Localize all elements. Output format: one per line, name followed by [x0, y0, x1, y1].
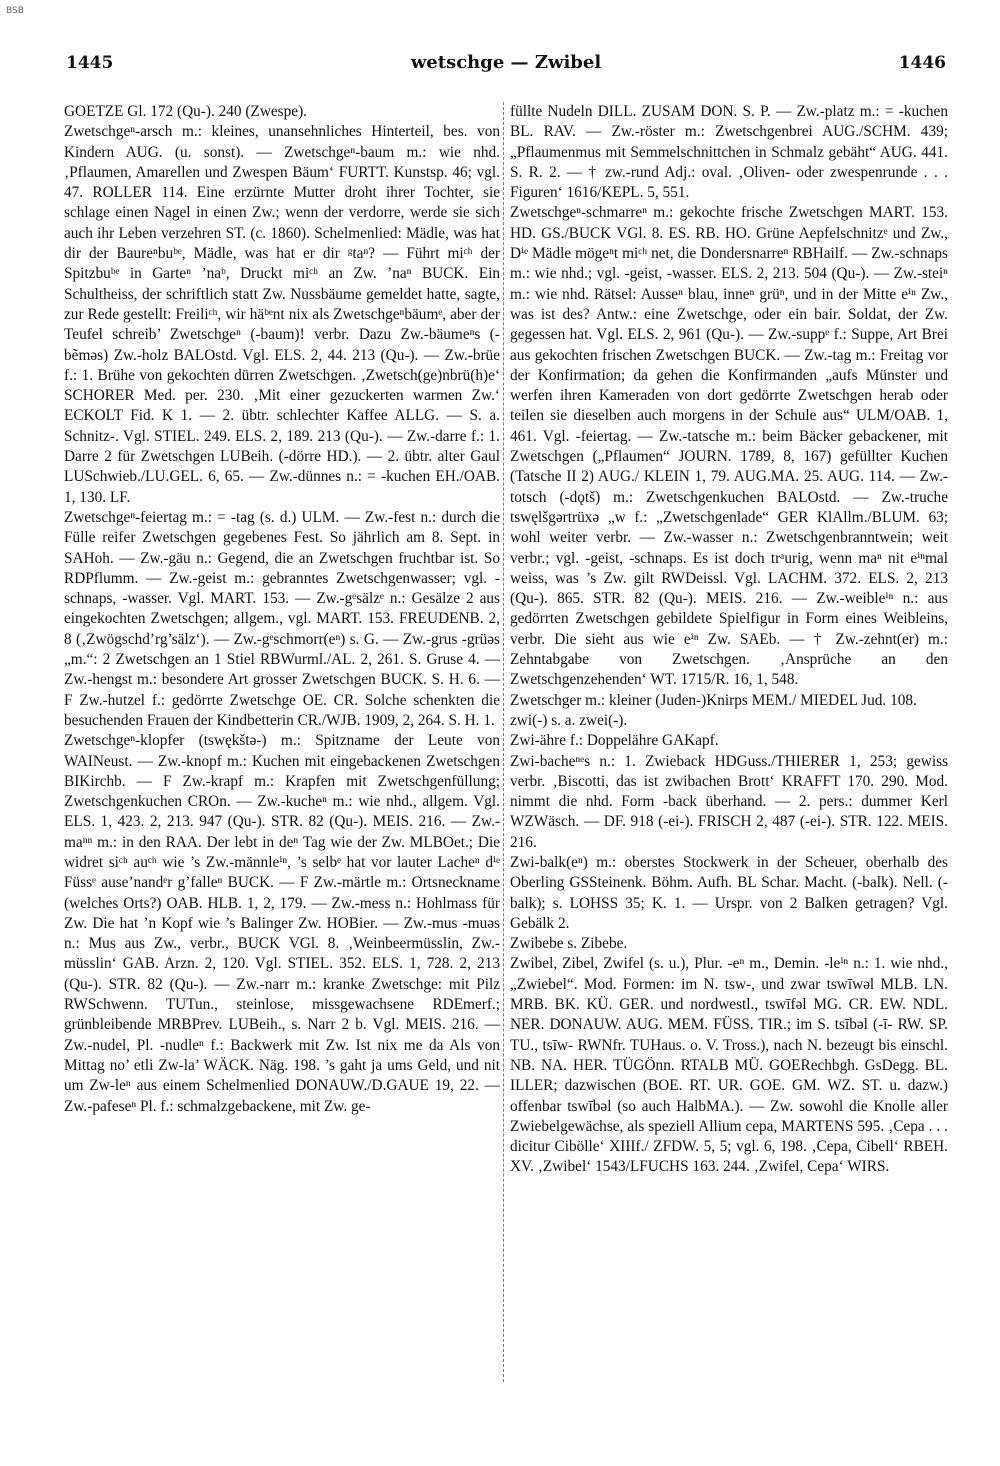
right-page-number: 1446 [898, 53, 946, 73]
left-page-number: 1445 [66, 53, 114, 73]
entry-paragraph: Zwetschgeⁿ-klopfer (tswękštə-) m.: Spitzname der Leute von WAINeust. — Zw.-knopf m.: Kuchen mit eingebackenen Zwetschgen BIKirchb. — F Zw.-krapf m.: Krapfen mit Zwetschgenfüllung; Zwetschgenkuchen CROn. — Zw.-kucheⁿ m.: wie nhd., allgem. Vgl. ELS. 1, 423. 2, 213. 947 (Qu-). STR. 82 (Qu-). MEIS. 216. — Zw.-maⁿⁿ m.: in den RAA. Der lebt in deⁿ Tag wie der Zw. MLBOet.; Die widret siᶜʰ auᶜʰ wie ’s Zw.-männleⁱⁿ, ’s selbᵉ hat vor lauter Lacheⁿ dⁱᵉ Füssᵉ ause’nandᵉr g’falleⁿ BUCK. — F Zw.-märtle m.: Ortsneckname (welches Orts?) OAB. HLB. 1, 2, 179. — Zw.-mess n.: Hohlmass für Zw. Die hat ’n Kopf wie ’s Balinger Zw. HOBier. — Zw.-mus -muəs n.: Mus aus Zw., verbr., BUCK VGl. 8. ‚Weinbeermüsslin, Zw.-müsslin‘ GAB. Arzn. 2, 120. Vgl. STIEL. 352. ELS. 1, 728. 2, 213 (Qu-). STR. 82 (Qu-). — Zw.-narr m.: kranke Zwetschge: mit Pilz RWSchwenn. TUTun., steinlose, missgewachsene RDEmerf.; grünbleibende MRBPrev. LUBeih., s. Narr 2 b. Vgl. MEIS. 216. — Zw.-nudel, Pl. -nudleⁿ f.: Backwerk mit Zw. Ist nix me da Als von Mittag no’ etli Zw-la’ WÄCK. Näg. 198. ’s gaht ja ums Geld, und nit um Zw-leⁿ aus einem Schelmenlied DONAUW./D.GAUE 19, 22. — Zw.-pafeseⁿ Pl. f.: schmalzgebackene, mit Zw. ge- [64, 732, 504, 1115]
entry-paragraph: Zwibebe s. Zibebe. [510, 935, 628, 953]
entry-paragraph: füllte Nudeln DILL. ZUSAM DON. S. P. — Zw.-platz m.: = -kuchen BL. RAV. — Zw.-röster m.: Zwetschgenbrei AUG./SCHM. 439; „Pflaumenmus mit Semmelschnittchen in Schmalz gebäht“ AUG. 441. S. R. 2. — † zw.-rund Adj.: oval. ‚Oliven- oder zwespenrunde . . . Figuren‘ 1616/KEPL. 5, 551. [510, 103, 952, 202]
entry-paragraph: Zwetschgeⁿ-schmarreⁿ m.: gekochte frische Zwetschgen MART. 153. HD. GS./BUCK VGl. 8. ES. RB. HO. Grüne Aepfelschnitzᵉ und Zw., Dⁱᵉ Mädle mögeⁿt miᶜʰ net, die Dondersnarreⁿ RBHailf. — Zw.-schnaps m.: wie nhd.; vgl. -geist, -wasser. ELS. 2, 213. 504 (Qu-). — Zw.-steiⁿ m.: wie nhd. Rätsel: Ausseⁿ blau, inneⁿ grüⁿ, und in der Mitte eⁱⁿ Zw., was ist des? Antw.: eine Zwetschge, oder ein bair. Soldat, der Zw. gegessen hat. Vgl. ELS. 2, 961 (Qu-). — Zw.-suppᵉ f.: Suppe, Art Brei aus gekochten frischen Zwetschgen BUCK. — Zw.-tag m.: Freitag vor der Konfirmation; da gehen die Konfirmanden „aufs Münster und werfen ihren Kameraden von dort gedörrte Zwetschgen herab oder teilen sie dieselben auch morgens in der Schule aus“ ULM/OAB. 1, 461. Vgl. -feiertag. — Zw.-tatsche m.: beim Bäcker gebackener, mit Zwetschgen („Pflaumen“ JOURN. 1789, 8, 167) gefüllter Kuchen (Tatsche II 2) AUG./ KLEIN 1, 79. AUG.MA. 25. AUG. 114. — Zw.-totsch (-dǫtš) m.: Zwetschgenkuchen BALOstd. — Zw.-truche tswęlšgərtrüxə „w f.: „Zwetschgenlade“ GER KlAllm./BLUM. 63; wohl weiter verbr. — Zw.-wasser n.: Zwetschgenbranntwein; weit verbr.; vgl. -geist, -schnaps. Es ist doch trᵃurig, wenn maⁿ nit eⁱⁿmal weiss, was ’s Zw. gilt RWDeissl. Vgl. LACHM. 372. ELS. 2, 213 (Qu-). 865. STR. 82 (Qu-). MEIS. 216. — Zw.-weibleⁱⁿ n.: aus gedörrten Zwetschgen gebildete Spielfigur in Form eines Weibleins, verbr. Die sieht aus wie eⁱⁿ Zw. SAEb. — † Zw.-zehnt(er) m.: Zehntabgabe von Zwetschgen. ‚Ansprüche an den Zwetschgenzehenden‘ WT. 1715/R. 16, 1, 548. [510, 204, 952, 689]
entry-paragraph: Zwetschgeⁿ-arsch m.: kleines, unansehnliches Hinterteil, bes. von Kindern AUG. (u. sonst). — Zwetschgeⁿ-baum m.: wie nhd. ‚Pflaumen, Amarellen und Zwespen Bäum‘ FURTT. Kunstsp. 46; vgl. 47. ROLLER 114. Eine erzürnte Mutter droht ihrer Tochter, sie schlage einen Nagel in einen Zw.; wenn der verdorre, werde sie sich auch ihr Leben verzehren ST. (c. 1860). Schelmenlied: Mädle, was hat dir der Baureⁿbuᵇᵉ, Mädle, was hat er dir ᵍtaⁿ? — Führt miᶜʰ der Spitzbuᵇᵉ in Garteⁿ ’naᵇ, Druckt miᶜʰ an Zw. ’naⁿ BUCK. Ein Schultheiss, der schriftlich statt Zw. Nussbäume gemeldet hatte, sagte, zur Rede gestellt: Freiliᶜʰ, wir häᵇᵉnt nix als Zwetschgeⁿbäumᵉ, aber der Teufel schreib’ Zwetschgeⁿ (-baum)! verbr. Dazu Zw.-bäumeⁿs (-bẽməs) Zw.-holz BALOstd. Vgl. ELS. 2, 44. 213 (Qu-). — Zw.-brüe f.: 1. Brühe von gekochten dürren Zwetschgen. ‚Zwetsch(ge)nbrü(h)e‘ SCHORER Med. per. 230. ‚Mit einer gezuckerten warmen Zw.‘ ECKOLT Fid. K 1. — 2. übtr. schlechter Kaffee ALLG. — S. a. Schnitz-. Vgl. STIEL. 249. ELS. 2, 189. 213 (Qu-). — Zw.-darre f.: 1. Darre 2 für Zwetschgen LUBeih. (-dörre HD.). — 2. übtr. alter Gaul LUSchwieb./LU.GEL. 6, 65. — Zw.-dünnes n.: = -kuchen EH./OAB. 1, 130. LF. [64, 123, 504, 506]
entry-paragraph: Zwibel, Zibel, Zwifel (s. u.), Plur. -eⁿ m., Demin. -leⁱⁿ n.: 1. wie nhd., „Zwiebel“. Mod. Formen: im N. tsw-, und zwar tswīwəl MLB. LN. MRB. BK. KÜ. GER. und nordwestl., tswīfəl MG. CR. EW. NDL. NER. DONAUW. AUG. MEM. FÜSS. TIR.; im S. tsībəl (-ī- RW. SP. TU., tsīw- RWNfr. TUHaus. o. V. Tross.), nach N. bezeugt bis einschl. NB. NA. HER. TÜGÖnn. RTALB MÜ. GOERechbgh. GsDegg. BL. ILLER; dazwischen (BOE. RT. UR. GOE. GM. WZ. ST. u. dazw.) offenbar tswībəl (so auch HalbMA.). — Zw. sowohl die Knolle aller Zwiebelgewächse, als speziell Allium cepa, MARTENS 595. ‚Cepa . . . dicitur Cibölle‘ XIIIf./ ZFDW. 5, 5; vgl. 6, 198. ‚Cepa, Cibell‘ RBEH. XV. ‚Zwibel‘ 1543/LFUCHS 163. 244. ‚Zwifel, Cepa‘ WIRS. [510, 955, 952, 1176]
entry-paragraph: Zwi-ähre f.: Doppelähre GAKapf. [510, 732, 719, 750]
running-title: wetschge — Zwibel [410, 52, 602, 73]
entry-paragraph: Zwetschger m.: kleiner (Juden-)Knirps MEM./ MIEDEL Jud. 108. [510, 691, 917, 709]
column-divider [503, 102, 504, 1382]
left-column [64, 102, 504, 1117]
library-stamp: BSB [6, 6, 24, 16]
entry-paragraph: Zwetschgeⁿ-feiertag m.: = -tag (s. d.) ULM. — Zw.-fest n.: durch die Fülle reifer Zwetschgen gegebenes Fest. So jährlich am 8. Sept. in SAHoh. — Zw.-gäu n.: Gegend, die an Zwetschgen fruchtbar ist. So RDPflumm. — Zw.-geist m.: gebranntes Zwetschgenwasser; vgl. -schnaps, -wasser. Vgl. MART. 153. — Zw.-gᵉsälzᵉ n.: Gesälze 2 aus eingekochten Zwetschgen; allgem., vgl. MART. 153. FREUDENB. 2, 8 (‚Zwögschd’rg’sälz‘). — Zw.-gᵉschmorr(eⁿ) s. G. — Zw.-grus -grüəs „m.“: 2 Zwetschgen an 1 Stiel RBWurml./AL. 2, 261. S. Gruse 4. — Zw.-hengst m.: besondere Art grosser Zwetschgen BUCK. S. H. 6. — F Zw.-hutzel f.: gedörrte Zwetschge OE. CR. Solche schenkten die besuchenden Frauen der Kindbetterin CR./WJB. 1909, 2, 264. S. H. 1. [64, 508, 504, 729]
right-column [510, 102, 952, 1178]
page-header [66, 52, 946, 82]
entry-paragraph: Zwi-bacheⁿᵉs n.: 1. Zwieback HDGuss./THIERER 1, 253; gewiss verbr. ‚Biscotti, das ist zwibachen Brott‘ KRAFFT 170. 290. Mod. nimmt die nhd. Form -back überhand. — 2. pers.: dummer Kerl WZWäsch. — DF. 918 (-ei-). FRISCH 2, 487 (-ei-). STR. 122. MEIS. 216. [510, 752, 952, 851]
entry-paragraph: zwi(-) s. a. zwei(-). [510, 711, 628, 729]
entry-paragraph: GOETZE Gl. 172 (Qu-). 240 (Zwespe). [64, 103, 307, 120]
entry-paragraph: Zwi-balk(eⁿ) m.: oberstes Stockwerk in der Scheuer, oberhalb des Oberling GSSteinenk. Böhm. Aufh. BL Schar. Macht. (-balk). Nell. (-balk); s. LOHSS 35; K. 1. — Urspr. von 2 Balken getragen? Vgl. Gebälk 2. [510, 853, 952, 932]
